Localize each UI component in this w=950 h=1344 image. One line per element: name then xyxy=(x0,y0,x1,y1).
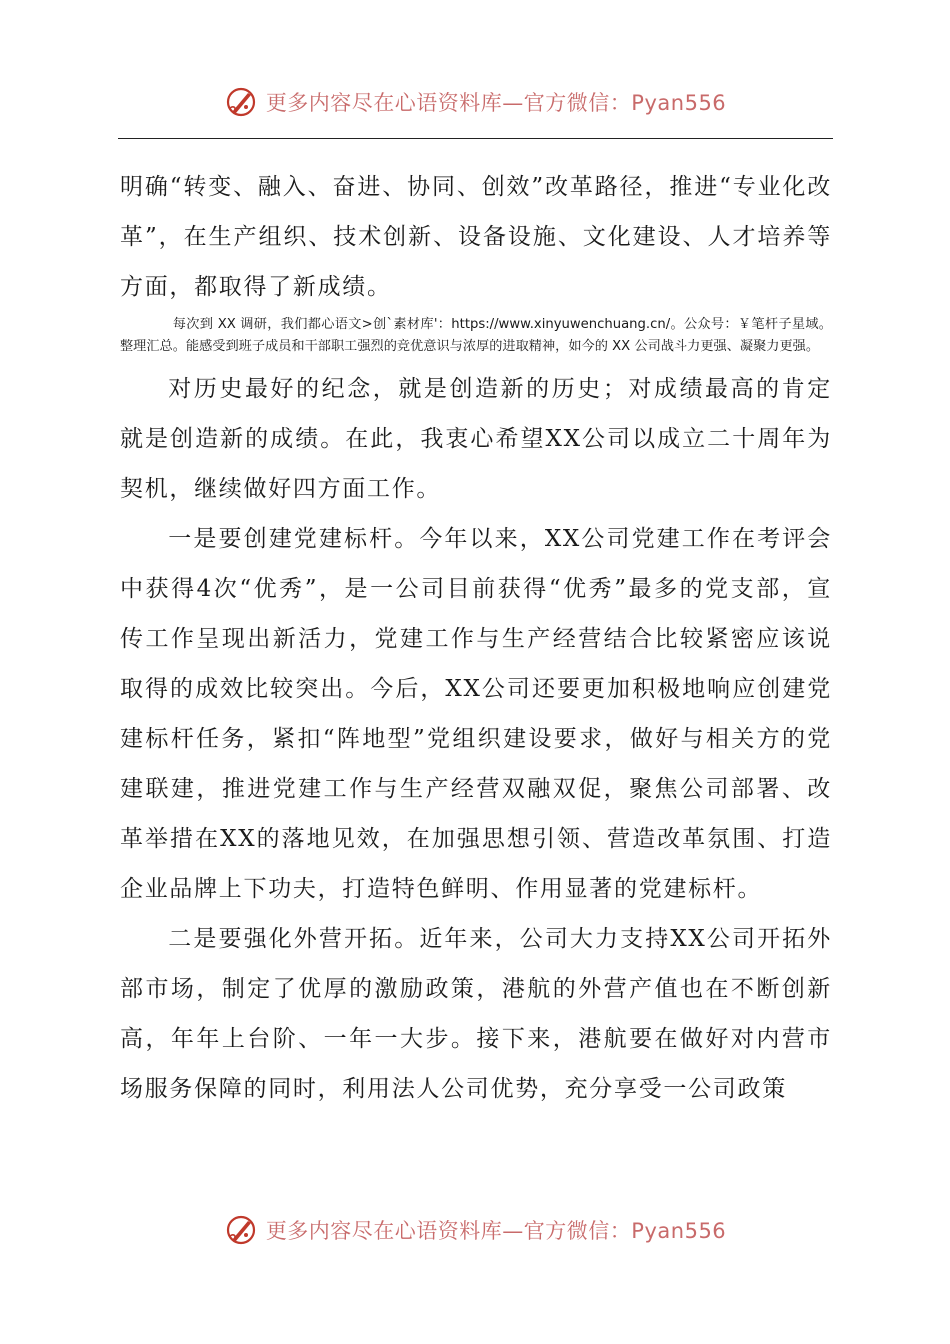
source-note: 每次到 XX 调研，我们都心语文>创`素材库'：https://www.xinyuwenchuang.cn/。公众号：￥笔杆子星域。整理汇总。能感受到班子成员和干部职工强烈的竞优意识与浓厚的进取精神，如今的 XX 公司战斗力更强、凝聚力更强。 xyxy=(120,317,832,354)
header-divider xyxy=(118,138,833,139)
logo-icon xyxy=(224,1213,258,1247)
footer-banner xyxy=(0,1208,950,1252)
footer-text: 更多内容尽在心语资料库—官方微信：Pyan556 xyxy=(265,1219,727,1243)
body-paragraph-2: 对历史最好的纪念，就是创造新的历史；对成绩最高的肯定就是创造新的成绩。在此，我衷心希望XX公司以成立二十周年为契机，继续做好四方面工作。 xyxy=(120,376,832,502)
document-body xyxy=(120,162,832,1114)
header-banner xyxy=(0,80,950,124)
header-text: 更多内容尽在心语资料库—官方微信：Pyan556 xyxy=(265,91,727,115)
body-paragraph-3: 一是要创建党建标杆。今年以来，XX公司党建工作在考评会中获得4次“优秀”，是一公司目前获得“优秀”最多的党支部，宣传工作呈现出新活力，党建工作与生产经营结合比较紧密应该说取得的成效比较突出。今后，XX公司还要更加积极地响应创建党建标杆任务，紧扣“阵地型”党组织建设要求，做好与相关方的党建联建，推进党建工作与生产经营双融双促，聚焦公司部署、改革举措在XX的落地见效，在加强思想引领、营造改革氛围、打造企业品牌上下功夫，打造特色鲜明、作用显著的党建标杆。 xyxy=(120,526,832,902)
body-paragraph-1: 明确“转变、融入、奋进、协同、创效”改革路径，推进“专业化改革”，在生产组织、技术创新、设备设施、文化建设、人才培养等方面，都取得了新成绩。 xyxy=(120,174,832,300)
logo-icon xyxy=(224,85,258,119)
body-paragraph-4: 二是要强化外营开拓。近年来，公司大力支持XX公司开拓外部市场，制定了优厚的激励政策，港航的外营产值也在不断创新高，年年上台阶、一年一大步。接下来，港航要在做好对内营市场服务保障的同时，利用法人公司优势，充分享受一公司政策 xyxy=(120,926,832,1102)
